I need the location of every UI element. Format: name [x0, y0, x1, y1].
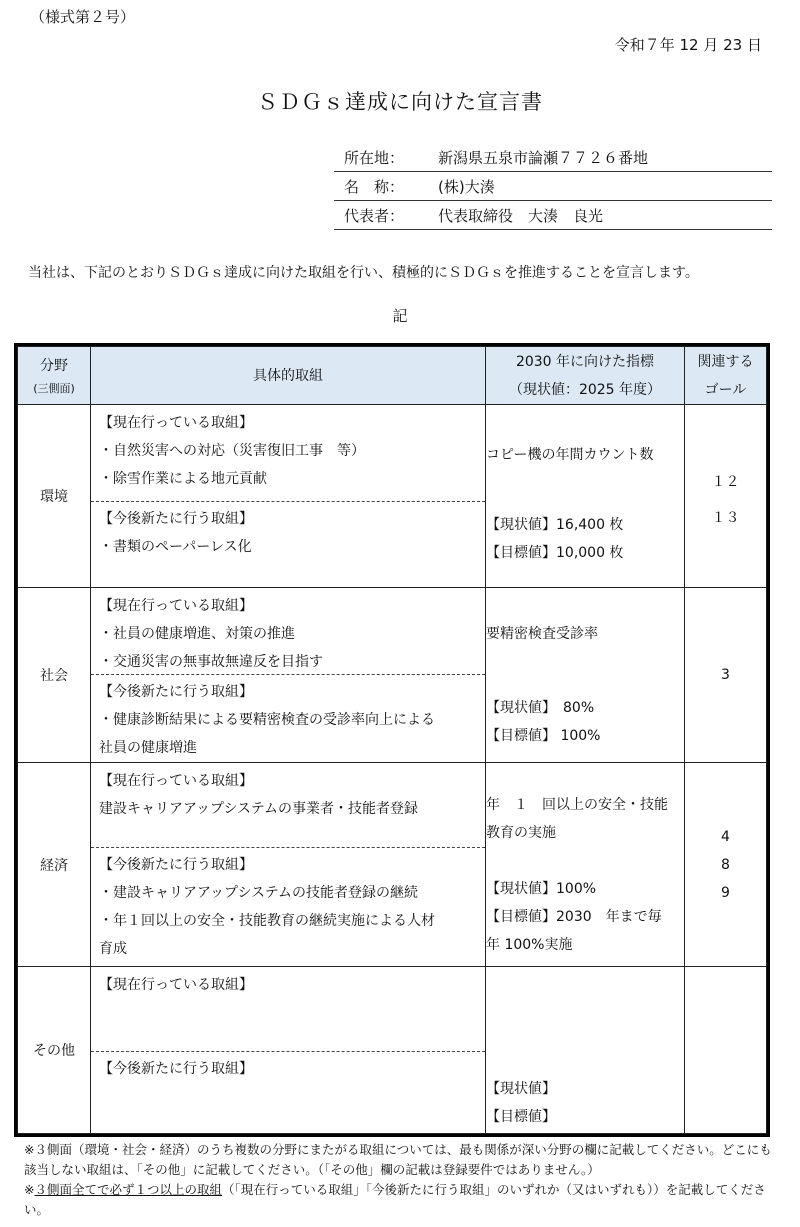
current-value: 【現状値】16,400 枚 — [486, 517, 624, 533]
indicator-text: 要精密検査受診率 — [486, 626, 598, 642]
target-value: 【目標値】10,000 枚 — [486, 545, 624, 561]
goal-number: １２ — [711, 474, 740, 490]
current-value: 【現状値】 80% — [486, 700, 595, 716]
header-indicator-line1: 2030 年に向けた指標 — [515, 353, 655, 370]
goal-number: 9 — [721, 884, 730, 901]
note-2-mark: ※ — [24, 1182, 35, 1197]
current-label: 【現在行っている取組】 — [99, 598, 253, 614]
current-label: 【現在行っている取組】 — [99, 773, 253, 789]
current-label: 【現在行っている取組】 — [99, 415, 253, 431]
current-value: 【現状値】 — [486, 1081, 556, 1097]
representative-label: 代表者： — [334, 201, 432, 230]
current-initiatives — [91, 405, 485, 501]
goals-economy — [685, 763, 767, 967]
future-label: 【今後新たに行う取組】 — [99, 511, 253, 527]
header-indicator — [486, 347, 685, 405]
future-initiatives — [91, 1051, 485, 1083]
list-item: ・除雪作業による地元貢献 — [99, 471, 267, 487]
field-economy: 経済 — [18, 763, 91, 967]
list-item: 建設キャリアアップシステムの事業者・技能者登録 — [99, 801, 419, 817]
field-other: その他 — [18, 967, 91, 1134]
future-label: 【今後新たに行う取組】 — [99, 857, 253, 873]
table-row-economy — [18, 763, 767, 967]
future-initiatives — [91, 501, 485, 561]
header-field-label: 分野 — [40, 357, 68, 374]
ki-heading: 記 — [392, 307, 408, 325]
address-value: 新潟県五泉市論瀬７７２６番地 — [432, 143, 772, 172]
indicator-text: 年 １ 回以上の安全・技能 — [486, 797, 668, 813]
target-value: 年 100%実施 — [486, 937, 573, 953]
table-header — [18, 347, 767, 405]
company-name-label: 名 称： — [334, 172, 432, 201]
initiatives-economy — [91, 763, 486, 967]
header-goal — [685, 347, 767, 405]
list-item: ・交通災害の無事故無違反を目指す — [99, 654, 323, 670]
list-item: 育成 — [99, 941, 127, 957]
table-row-environment — [18, 405, 767, 588]
info-row-representative — [334, 201, 772, 230]
current-initiatives — [91, 588, 485, 674]
target-value: 【目標値】 — [486, 1109, 556, 1125]
future-label: 【今後新たに行う取組】 — [99, 1061, 253, 1077]
current-value: 【現状値】100% — [486, 881, 597, 897]
header-field — [18, 347, 91, 405]
list-item: ・自然災害への対応（災害復旧工事 等） — [99, 443, 365, 459]
list-item: ・社員の健康増進、対策の推進 — [99, 626, 295, 642]
future-initiatives — [91, 847, 485, 963]
target-value: 【目標値】2030 年まで毎 — [486, 909, 662, 925]
indicator-text: コピー機の年間カウント数 — [486, 447, 654, 463]
indicator-other — [486, 967, 685, 1134]
sdgs-table — [14, 343, 770, 1137]
info-row-address — [334, 143, 772, 172]
goal-number: 4 — [721, 828, 730, 845]
list-item: ・書類のペーパーレス化 — [99, 539, 252, 555]
header-indicator-line2: （現状値：2025 年度） — [508, 381, 662, 398]
current-initiatives — [91, 967, 485, 1051]
indicator-text: 教育の実施 — [486, 825, 556, 841]
indicator-society — [486, 588, 685, 763]
note-1: ※３側面（環境・社会・経済）のうち複数の分野にまたがる取組については、最も関係が深い分野の欄に記載してください。どこにも該当しない取組は、「その他」に記載してください。（「その他」欄の記載は登録要件ではありません。） — [24, 1142, 772, 1177]
table-row-society — [18, 588, 767, 763]
form-number: （様式第２号） — [30, 8, 136, 26]
address-label: 所在地： — [334, 143, 432, 172]
company-name-value: (株)大湊 — [432, 172, 772, 201]
declaration-text: 当社は、下記のとおりＳＤＧｓ達成に向けた取組を行い、積極的にＳＤＧｓを推進することを宣言します。 — [28, 265, 699, 281]
indicator-economy — [486, 763, 685, 967]
goal-number: 3 — [721, 667, 730, 683]
future-label: 【今後新たに行う取組】 — [99, 684, 253, 700]
company-info — [334, 143, 772, 230]
initiatives-society — [91, 588, 486, 763]
future-initiatives — [91, 674, 485, 762]
goals-society — [685, 588, 767, 763]
field-society: 社会 — [18, 588, 91, 763]
document-date: 令和７年 12 月 23 日 — [614, 36, 762, 54]
list-item: ・年１回以上の安全・技能教育の継続実施による人材 — [99, 913, 435, 929]
initiatives-environment — [91, 405, 486, 588]
goal-number: １３ — [711, 510, 740, 526]
notes — [24, 1140, 774, 1220]
representative-value: 代表取締役 大湊 良光 — [432, 201, 772, 230]
table-row-other — [18, 967, 767, 1134]
current-initiatives — [91, 763, 485, 847]
list-item: 社員の健康増進 — [99, 740, 197, 756]
goal-number: 8 — [721, 856, 730, 873]
header-field-sub: (三側面) — [33, 381, 75, 395]
document-title: ＳＤＧｓ達成に向けた宣言書 — [257, 90, 543, 114]
note-2-underlined: ３側面全てで必ず１つ以上の取組 — [34, 1182, 222, 1197]
header-initiative: 具体的取組 — [91, 347, 486, 405]
field-environment: 環境 — [18, 405, 91, 588]
indicator-environment — [486, 405, 685, 588]
info-row-name — [334, 172, 772, 201]
goals-environment — [685, 405, 767, 588]
header-goal-line2: ゴール — [704, 381, 747, 398]
list-item: ・健康診断結果による要精密検査の受診率向上による — [99, 712, 435, 728]
note-2 — [24, 1180, 774, 1220]
goals-other — [685, 967, 767, 1134]
initiatives-other — [91, 967, 486, 1134]
header-goal-line1: 関連する — [697, 353, 754, 370]
list-item: ・建設キャリアアップシステムの技能者登録の継続 — [99, 885, 419, 901]
note-2-rest: （「現在行っている取組」「今後新たに行う取組」のいずれか（又はいずれも））を記載してください。 — [24, 1182, 766, 1217]
target-value: 【目標値】 100% — [486, 728, 601, 744]
current-label: 【現在行っている取組】 — [99, 977, 253, 993]
